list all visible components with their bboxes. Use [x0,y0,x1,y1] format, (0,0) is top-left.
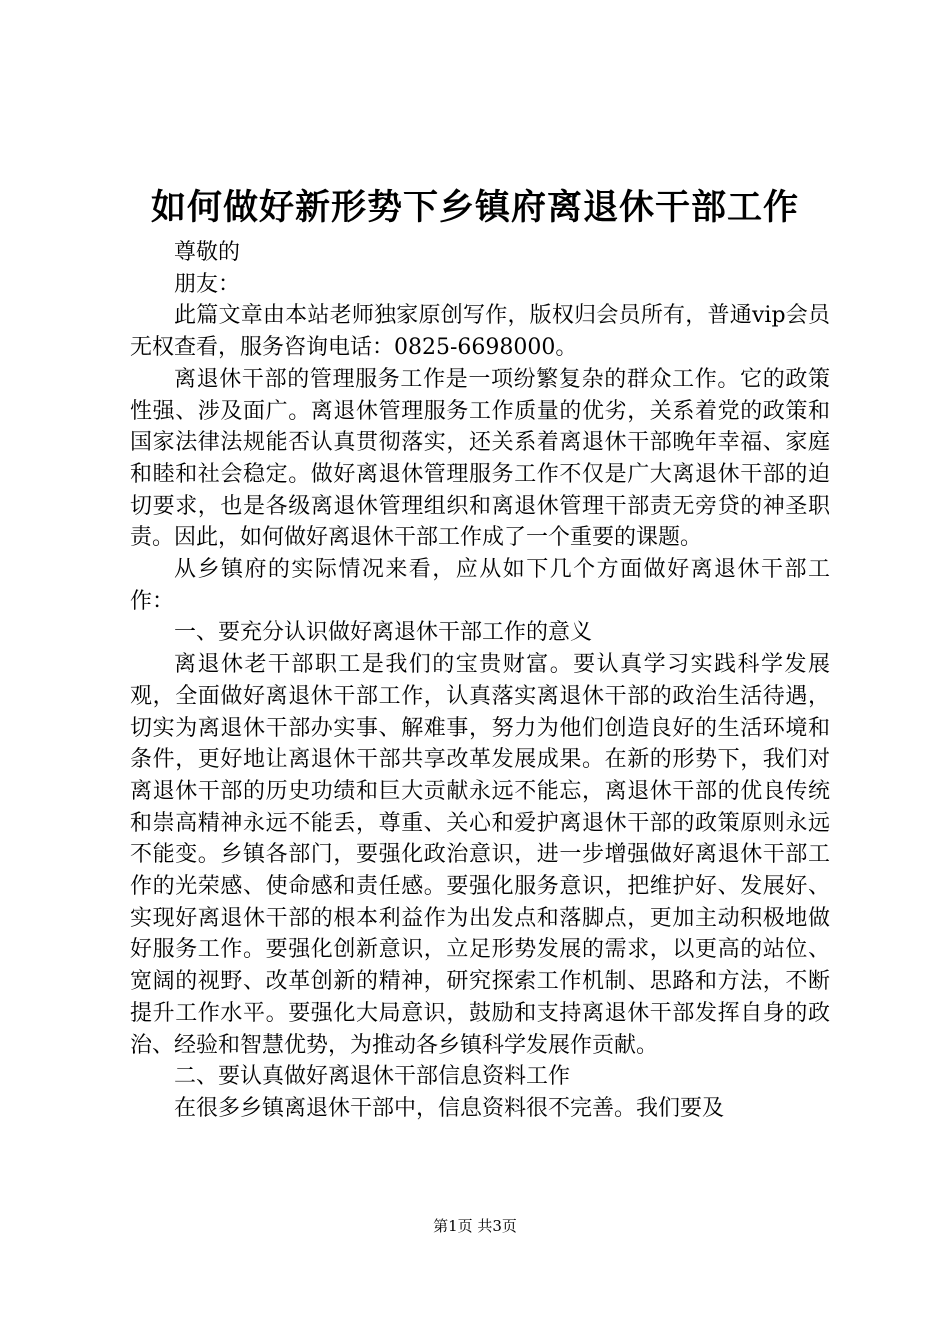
salutation-line-2: 朋友： [174,271,241,297]
section-heading-2: 二、要认真做好离退休干部信息资料工作 [174,1064,571,1090]
body-paragraph: 从乡镇府的实际情况来看，应从如下几个方面做好离退休干部工作： [130,557,830,614]
document-title: 如何做好新形势下乡镇府离退休干部工作 [150,188,799,228]
body-paragraph: 离退休老干部职工是我们的宝贵财富。要认真学习实践科学发展观，全面做好离退休干部工作，认真落实离退休干部的政治生活待遇，切实为离退休干部办实事、解难事，努力为他们创造良好的生活环境和条件，更好地让离退休干部共享改革发展成果。在新的形势下，我们对离退休干部的历史功绩和巨大贡献永远不能忘，离退休干部的优良传统和崇高精神永远不能丢，尊重、关心和爱护离退休干部的政策原则永远不能变。乡镇各部门，要强化政治意识，进一步增强做好离退休干部工作的光荣感、使命感和责任感。要强化服务意识，把维护好、发展好、实现好离退休干部的根本利益作为出发点和落脚点，更加主动积极地做好服务工作。要强化创新意识，立足形势发展的需求，以更高的站位、宽阔的视野、改革创新的精神，研究探索工作机制、思路和方法，不断提升工作水平。要强化大局意识，鼓励和支持离退休干部发挥自身的政治、经验和智慧优势，为推动各乡镇科学发展作贡献。 [130,652,830,1058]
body-paragraph: 在很多乡镇离退休干部中，信息资料很不完善。我们要及 [174,1095,725,1121]
copyright-notice: 此篇文章由本站老师独家原创写作，版权归会员所有，普通vip会员无权查看，服务咨询电话：0825-6698000。 [130,303,830,361]
body-paragraph: 离退休干部的管理服务工作是一项纷繁复杂的群众工作。它的政策性强、涉及面广。离退休管理服务工作质量的优劣，关系着党的政策和国家法律法规能否认真贯彻落实，还关系着离退休干部晚年幸福、家庭和睦和社会稳定。做好离退休管理服务工作不仅是广大离退休干部的迫切要求，也是各级离退休管理组织和离退休管理干部责无旁贷的神圣职责。因此，如何做好离退休干部工作成了一个重要的课题。 [130,366,830,551]
salutation-line-1: 尊敬的 [174,240,241,265]
section-heading-1: 一、要充分认识做好离退休干部工作的意义 [174,620,593,646]
page-footer: 第1页 共3页 [433,1217,517,1235]
document-body [130,237,830,1125]
